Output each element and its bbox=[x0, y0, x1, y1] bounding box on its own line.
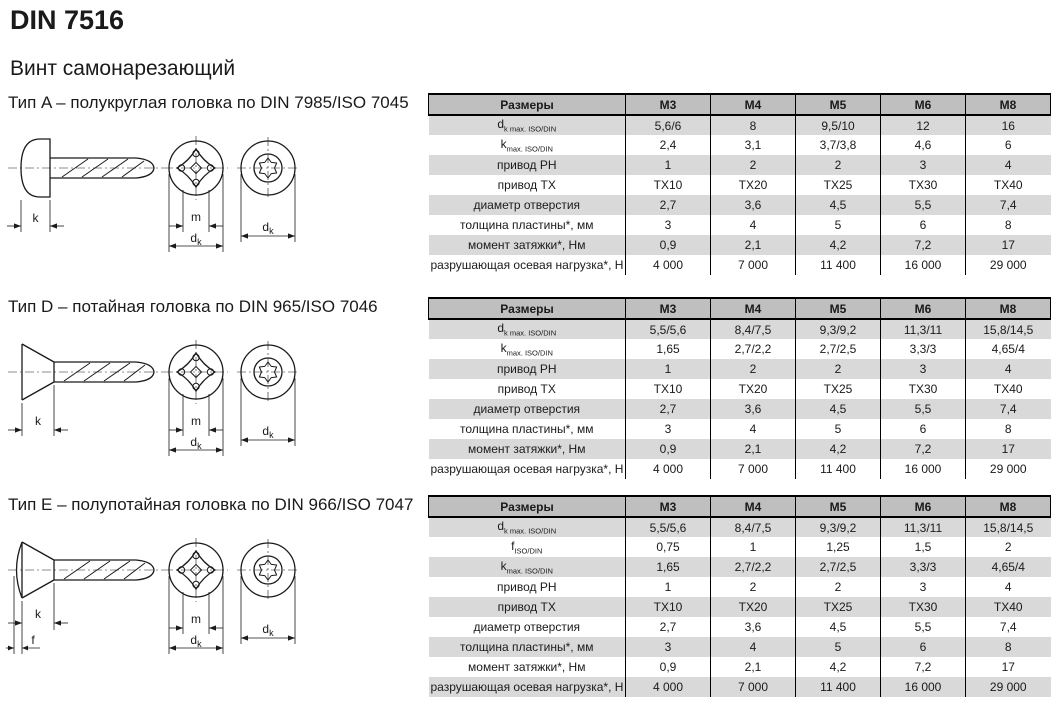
spec-value-cell: 9,3/9,2 bbox=[796, 517, 881, 537]
spec-value-cell: 3,1 bbox=[711, 135, 796, 155]
spec-value-cell: 2,7/2,5 bbox=[796, 339, 881, 359]
spec-value-cell: 2,4 bbox=[626, 135, 711, 155]
row-label: привод TX bbox=[497, 382, 556, 396]
spec-value-cell: 4,5 bbox=[796, 617, 881, 637]
spec-value-cell: TX25 bbox=[796, 175, 881, 195]
col-header-m8: M8 bbox=[966, 298, 1051, 319]
table-row bbox=[429, 597, 1051, 617]
spec-value-cell: 8 bbox=[966, 637, 1051, 657]
table-row bbox=[429, 319, 1051, 339]
spec-value-cell: TX10 bbox=[626, 597, 711, 617]
spec-table-type-e bbox=[428, 495, 1051, 697]
spec-value-cell: 1,25 bbox=[796, 537, 881, 557]
table-row bbox=[429, 339, 1051, 359]
page-subtitle: Винт самонарезающий bbox=[10, 57, 236, 80]
dim-label-dk: $d_k$ bbox=[190, 633, 202, 649]
spec-value-cell: 5 bbox=[796, 215, 881, 235]
spec-value-cell: 4,65/4 bbox=[966, 339, 1051, 359]
spec-value-cell: 2 bbox=[711, 359, 796, 379]
spec-value-cell: 17 bbox=[966, 657, 1051, 677]
spec-value-cell: 7 000 bbox=[711, 255, 796, 275]
table-row bbox=[429, 359, 1051, 379]
spec-value-cell: 2,7/2,5 bbox=[796, 557, 881, 577]
spec-value-cell: 2,7/2,2 bbox=[711, 557, 796, 577]
dim-label-dk: $d_k$ bbox=[190, 435, 202, 451]
dim-label-dk: $d_k$ bbox=[262, 424, 274, 440]
spec-value-cell: 3,3/3 bbox=[881, 339, 966, 359]
page-title: DIN 7516 bbox=[10, 5, 125, 35]
dim-label-k: k bbox=[35, 607, 41, 621]
table-row bbox=[429, 439, 1051, 459]
spec-value-cell: 1 bbox=[626, 155, 711, 175]
row-label: $f_{ISO/DIN}$ bbox=[511, 538, 543, 556]
col-header-m4: M4 bbox=[711, 496, 796, 517]
spec-value-cell: 1,5 bbox=[881, 537, 966, 557]
spec-value-cell: 2,1 bbox=[711, 235, 796, 255]
table-row bbox=[429, 557, 1051, 577]
phillips-recess-view-drawing bbox=[164, 340, 228, 456]
spec-value-cell: 0,75 bbox=[626, 537, 711, 557]
dim-label-dk: $d_k$ bbox=[262, 220, 274, 236]
spec-value-cell: 2 bbox=[796, 577, 881, 597]
spec-value-cell: 3,7/3,8 bbox=[796, 135, 881, 155]
row-label: привод PH bbox=[429, 359, 626, 379]
spec-value-cell: 15,8/14,5 bbox=[966, 319, 1051, 339]
spec-value-cell: 16 bbox=[966, 115, 1051, 135]
pan-head-screw-side-view-drawing bbox=[7, 139, 164, 232]
row-label: разрушающая осевая нагрузка*, Н bbox=[430, 258, 624, 272]
spec-value-cell: 2,1 bbox=[711, 439, 796, 459]
spec-value-cell: 5,5 bbox=[881, 195, 966, 215]
spec-value-cell: 2 bbox=[796, 359, 881, 379]
spec-value-cell: 2,7 bbox=[626, 195, 711, 215]
row-label: $k_{max. ISO/DIN}$ bbox=[429, 557, 626, 577]
spec-value-cell: TX20 bbox=[711, 379, 796, 399]
spec-value-cell: 11 400 bbox=[796, 677, 881, 697]
row-label: диаметр отверстия bbox=[429, 195, 626, 215]
spec-value-cell: TX25 bbox=[796, 379, 881, 399]
dim-label-f: f bbox=[31, 633, 35, 647]
row-label: толщина пластины*, мм bbox=[460, 218, 594, 232]
spec-value-cell: 3 bbox=[626, 637, 711, 657]
spec-value-cell: 3 bbox=[626, 419, 711, 439]
row-label: разрушающая осевая нагрузка*, Н bbox=[430, 462, 624, 476]
spec-value-cell: 7,4 bbox=[966, 399, 1051, 419]
spec-value-cell: 8 bbox=[966, 215, 1051, 235]
table-row bbox=[429, 135, 1051, 155]
col-header-m6: M6 bbox=[881, 298, 966, 319]
row-label: $k_{max. ISO/DIN}$ bbox=[500, 136, 553, 154]
spec-value-cell: 16 000 bbox=[881, 677, 966, 697]
table-header-row bbox=[429, 94, 1051, 115]
dim-label-m: m bbox=[191, 612, 201, 626]
spec-value-cell: 4,5 bbox=[796, 399, 881, 419]
spec-value-cell: 2,1 bbox=[711, 657, 796, 677]
torx-recess-view-drawing bbox=[237, 341, 299, 446]
spec-value-cell: 3,6 bbox=[711, 195, 796, 215]
spec-table-type-a bbox=[428, 93, 1051, 275]
spec-value-cell: 5,6/6 bbox=[626, 115, 711, 135]
spec-table-type-d bbox=[428, 297, 1051, 479]
spec-value-cell: 4 bbox=[711, 419, 796, 439]
row-label: момент затяжки*, Нм bbox=[429, 439, 626, 459]
spec-value-cell: 8,4/7,5 bbox=[711, 517, 796, 537]
row-label: диаметр отверстия bbox=[473, 620, 581, 634]
spec-value-cell: TX20 bbox=[711, 597, 796, 617]
col-header-m4: M4 bbox=[711, 298, 796, 319]
spec-value-cell: 5 bbox=[796, 419, 881, 439]
section-type-d bbox=[0, 294, 1053, 490]
spec-value-cell: TX30 bbox=[881, 597, 966, 617]
table-row bbox=[429, 115, 1051, 135]
dim-label-k: k bbox=[32, 211, 39, 225]
spec-value-cell: 8 bbox=[711, 115, 796, 135]
spec-value-cell: 16 000 bbox=[881, 255, 966, 275]
spec-value-cell: 11 400 bbox=[796, 459, 881, 479]
spec-value-cell: 7,2 bbox=[881, 235, 966, 255]
spec-value-cell: 2,7 bbox=[626, 399, 711, 419]
section-type-a bbox=[0, 90, 1053, 290]
col-header-sizes: Размеры bbox=[429, 496, 626, 517]
spec-value-cell: 4,2 bbox=[796, 235, 881, 255]
spec-value-cell: 5,5/5,6 bbox=[626, 319, 711, 339]
torx-recess-view-drawing bbox=[237, 539, 299, 644]
spec-value-cell: 3,6 bbox=[711, 617, 796, 637]
row-label: привод PH bbox=[429, 155, 626, 175]
spec-value-cell: 29 000 bbox=[966, 677, 1051, 697]
spec-value-cell: 29 000 bbox=[966, 255, 1051, 275]
table-row bbox=[429, 657, 1051, 677]
dim-label-m: m bbox=[191, 210, 201, 224]
table-row bbox=[429, 419, 1051, 439]
spec-value-cell: 7,4 bbox=[966, 617, 1051, 637]
spec-value-cell: 7,4 bbox=[966, 195, 1051, 215]
row-label: диаметр отверстия bbox=[429, 399, 626, 419]
spec-value-cell: 4 bbox=[711, 637, 796, 657]
spec-value-cell: 1,65 bbox=[626, 339, 711, 359]
row-label: $d_{k max. ISO/DIN}$ bbox=[429, 319, 626, 339]
dim-label-dk: $d_k$ bbox=[262, 622, 274, 638]
col-header-m5: M5 bbox=[796, 496, 881, 517]
row-label: привод TX bbox=[429, 597, 626, 617]
spec-value-cell: TX30 bbox=[881, 175, 966, 195]
spec-value-cell: 0,9 bbox=[626, 235, 711, 255]
spec-value-cell: TX30 bbox=[881, 379, 966, 399]
table-row bbox=[429, 517, 1051, 537]
spec-value-cell: 0,9 bbox=[626, 657, 711, 677]
spec-value-cell: 11 400 bbox=[796, 255, 881, 275]
spec-value-cell: 12 bbox=[881, 115, 966, 135]
table-row bbox=[429, 537, 1051, 557]
table-row bbox=[429, 677, 1051, 697]
table-row bbox=[429, 235, 1051, 255]
section-heading-type-a: Тип A – полукруглая головка по DIN 7985/ISO 7045 bbox=[8, 93, 409, 112]
table-row bbox=[429, 155, 1051, 175]
phillips-recess-view-drawing bbox=[164, 136, 228, 252]
col-header-m8: M8 bbox=[966, 496, 1051, 517]
row-label: разрушающая осевая нагрузка*, Н bbox=[429, 677, 626, 697]
dim-label-dk: $d_k$ bbox=[190, 231, 202, 247]
table-row bbox=[429, 577, 1051, 597]
table-row bbox=[429, 215, 1051, 235]
spec-value-cell: 9,3/9,2 bbox=[796, 319, 881, 339]
spec-value-cell: 6 bbox=[881, 637, 966, 657]
col-header-sizes: Размеры bbox=[429, 94, 626, 115]
spec-value-cell: 5,5 bbox=[881, 617, 966, 637]
torx-recess-view-drawing bbox=[237, 137, 299, 242]
spec-value-cell: 5,5 bbox=[881, 399, 966, 419]
spec-value-cell: TX40 bbox=[966, 597, 1051, 617]
table-header-row bbox=[429, 496, 1051, 517]
spec-value-cell: 3 bbox=[881, 155, 966, 175]
table-row bbox=[429, 637, 1051, 657]
spec-value-cell: 6 bbox=[966, 135, 1051, 155]
spec-value-cell: 0,9 bbox=[626, 439, 711, 459]
spec-value-cell: 3,6 bbox=[711, 399, 796, 419]
col-header-m4: M4 bbox=[711, 94, 796, 115]
row-label: $d_{k max. ISO/DIN}$ bbox=[429, 115, 626, 135]
section-heading-type-d: Тип D – потайная головка по DIN 965/ISO 7046 bbox=[8, 297, 378, 316]
col-header-m6: M6 bbox=[881, 496, 966, 517]
spec-value-cell: 6 bbox=[881, 419, 966, 439]
spec-value-cell: 7,2 bbox=[881, 657, 966, 677]
raised-countersunk-screw-side-view-drawing bbox=[6, 542, 164, 654]
spec-value-cell: 1 bbox=[626, 577, 711, 597]
phillips-recess-view-drawing bbox=[164, 538, 228, 654]
spec-value-cell: 9,5/10 bbox=[796, 115, 881, 135]
spec-value-cell: TX25 bbox=[796, 597, 881, 617]
spec-value-cell: 17 bbox=[966, 235, 1051, 255]
row-label: $k_{max. ISO/DIN}$ bbox=[500, 340, 553, 358]
spec-value-cell: 5 bbox=[796, 637, 881, 657]
spec-value-cell: 4 bbox=[966, 577, 1051, 597]
spec-value-cell: TX10 bbox=[626, 175, 711, 195]
dim-label-m: m bbox=[191, 414, 201, 428]
section-heading-type-e: Тип E – полупотайная головка по DIN 966/ISO 7047 bbox=[8, 495, 414, 514]
table-row bbox=[429, 459, 1051, 479]
spec-value-cell: 3 bbox=[881, 359, 966, 379]
spec-value-cell: 3,3/3 bbox=[881, 557, 966, 577]
col-header-sizes: Размеры bbox=[429, 298, 626, 319]
row-label: момент затяжки*, Нм bbox=[429, 235, 626, 255]
dim-label-k: k bbox=[35, 414, 41, 428]
col-header-m6: M6 bbox=[881, 94, 966, 115]
spec-value-cell: 1 bbox=[626, 359, 711, 379]
spec-value-cell: TX20 bbox=[711, 175, 796, 195]
type-e-drawing bbox=[6, 518, 416, 668]
spec-value-cell: 2 bbox=[711, 577, 796, 597]
spec-value-cell: 3 bbox=[881, 577, 966, 597]
spec-value-cell: 8,4/7,5 bbox=[711, 319, 796, 339]
spec-value-cell: 7,2 bbox=[881, 439, 966, 459]
row-label: привод TX bbox=[497, 178, 556, 192]
spec-value-cell: 4 bbox=[966, 155, 1051, 175]
table-header-row bbox=[429, 298, 1051, 319]
spec-value-cell: 4,65/4 bbox=[966, 557, 1051, 577]
spec-value-cell: 7 000 bbox=[711, 459, 796, 479]
spec-value-cell: TX40 bbox=[966, 379, 1051, 399]
table-row bbox=[429, 175, 1051, 195]
spec-value-cell: 4 bbox=[711, 215, 796, 235]
spec-value-cell: 2 bbox=[711, 155, 796, 175]
spec-value-cell: 2,7 bbox=[626, 617, 711, 637]
spec-value-cell: 1,65 bbox=[626, 557, 711, 577]
col-header-m3: M3 bbox=[626, 298, 711, 319]
col-header-m5: M5 bbox=[796, 298, 881, 319]
spec-value-cell: 16 000 bbox=[881, 459, 966, 479]
col-header-m5: M5 bbox=[796, 94, 881, 115]
spec-value-cell: 4 000 bbox=[626, 677, 711, 697]
col-header-m3: M3 bbox=[626, 94, 711, 115]
spec-value-cell: 8 bbox=[966, 419, 1051, 439]
spec-value-cell: 11,3/11 bbox=[881, 319, 966, 339]
spec-value-cell: 2 bbox=[796, 155, 881, 175]
row-label: привод PH bbox=[496, 580, 557, 594]
table-row bbox=[429, 255, 1051, 275]
spec-value-cell: 15,8/14,5 bbox=[966, 517, 1051, 537]
row-label: момент затяжки*, Нм bbox=[468, 660, 586, 674]
table-row bbox=[429, 195, 1051, 215]
table-row bbox=[429, 379, 1051, 399]
spec-value-cell: 1 bbox=[711, 537, 796, 557]
countersunk-screw-side-view-drawing bbox=[8, 344, 164, 436]
row-label: $d_{k max. ISO/DIN}$ bbox=[429, 517, 626, 537]
spec-value-cell: 29 000 bbox=[966, 459, 1051, 479]
section-type-e bbox=[0, 492, 1053, 717]
col-header-m8: M8 bbox=[966, 94, 1051, 115]
spec-value-cell: 4 bbox=[966, 359, 1051, 379]
spec-value-cell: 4 000 bbox=[626, 459, 711, 479]
spec-value-cell: 4,2 bbox=[796, 657, 881, 677]
spec-value-cell: 4,6 bbox=[881, 135, 966, 155]
spec-value-cell: 5,5/5,6 bbox=[626, 517, 711, 537]
table-row bbox=[429, 617, 1051, 637]
spec-value-cell: 6 bbox=[881, 215, 966, 235]
spec-value-cell: 4 000 bbox=[626, 255, 711, 275]
row-label: толщина пластины*, мм bbox=[460, 422, 594, 436]
spec-value-cell: 4,5 bbox=[796, 195, 881, 215]
spec-value-cell: TX10 bbox=[626, 379, 711, 399]
col-header-m3: M3 bbox=[626, 496, 711, 517]
spec-value-cell: 17 bbox=[966, 439, 1051, 459]
spec-value-cell: 2,7/2,2 bbox=[711, 339, 796, 359]
spec-value-cell: 2 bbox=[966, 537, 1051, 557]
spec-value-cell: 4,2 bbox=[796, 439, 881, 459]
table-row bbox=[429, 399, 1051, 419]
type-a-drawing bbox=[6, 116, 416, 266]
spec-value-cell: 7 000 bbox=[711, 677, 796, 697]
spec-value-cell: 3 bbox=[626, 215, 711, 235]
spec-value-cell: TX40 bbox=[966, 175, 1051, 195]
type-d-drawing bbox=[6, 320, 416, 470]
row-label: толщина пластины*, мм bbox=[429, 637, 626, 657]
spec-value-cell: 11,3/11 bbox=[881, 517, 966, 537]
